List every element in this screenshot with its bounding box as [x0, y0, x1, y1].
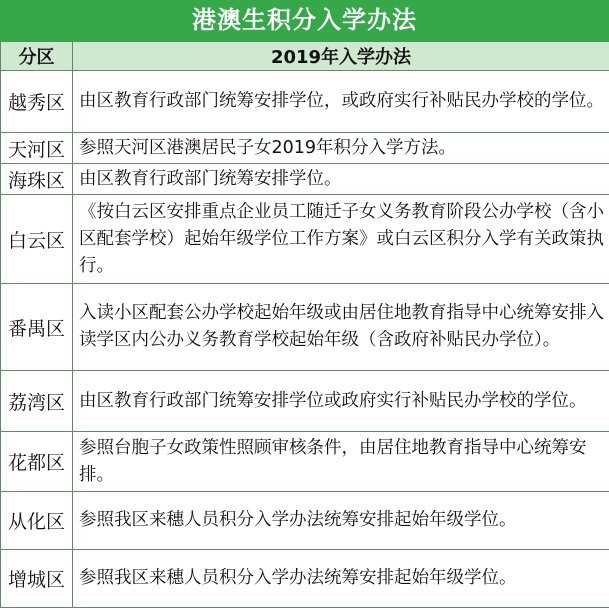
method-cell: 由区教育行政部门统筹安排学位。: [73, 164, 609, 195]
district-cell: 番禺区: [1, 284, 73, 371]
method-cell: 参照我区来穗人员积分入学办法统筹安排起始年级学位。: [73, 492, 609, 550]
table-row: [1, 195, 609, 284]
method-cell: 参照天河区港澳居民子女2019年积分入学方法。: [73, 133, 609, 164]
header-method: 2019年入学办法: [73, 42, 609, 71]
header-district: 分区: [1, 42, 73, 71]
method-cell: 参照我区来穗人员积分入学办法统筹安排起始年级学位。: [73, 550, 609, 608]
district-cell: 花都区: [1, 432, 73, 492]
district-cell: 天河区: [1, 133, 73, 164]
method-cell: 入读小区配套公办学校起始年级或由居住地教育指导中心统筹安排入读学区内公办义务教育学校起始年级（含政府补贴民办学位）。: [73, 284, 609, 371]
table-row: [1, 492, 609, 550]
table-row: [1, 550, 609, 608]
table-row: [1, 432, 609, 492]
table-row: [1, 371, 609, 432]
district-cell: 增城区: [1, 550, 73, 608]
method-cell: 《按白云区安排重点企业员工随迁子女义务教育阶段公办学校（含小区配套学校）起始年级学位工作方案》或白云区积分入学有关政策执行。: [73, 195, 609, 284]
table-row: [1, 164, 609, 195]
page-title: 港澳生积分入学办法: [0, 0, 609, 41]
method-cell: 由区教育行政部门统筹安排学位，或政府实行补贴民办学校的学位。: [73, 71, 609, 133]
table-row: [1, 71, 609, 133]
district-cell: 荔湾区: [1, 371, 73, 432]
method-cell: 由区教育行政部门统筹安排学位或政府实行补贴民办学校的学位。: [73, 371, 609, 432]
district-cell: 越秀区: [1, 71, 73, 133]
admission-table: [0, 41, 609, 608]
district-cell: 白云区: [1, 195, 73, 284]
table-row: [1, 133, 609, 164]
table-row: [1, 284, 609, 371]
district-cell: 海珠区: [1, 164, 73, 195]
table-header-row: [1, 42, 609, 71]
method-cell: 参照台胞子女政策性照顾审核条件，由居住地教育指导中心统筹安排。: [73, 432, 609, 492]
district-cell: 从化区: [1, 492, 73, 550]
